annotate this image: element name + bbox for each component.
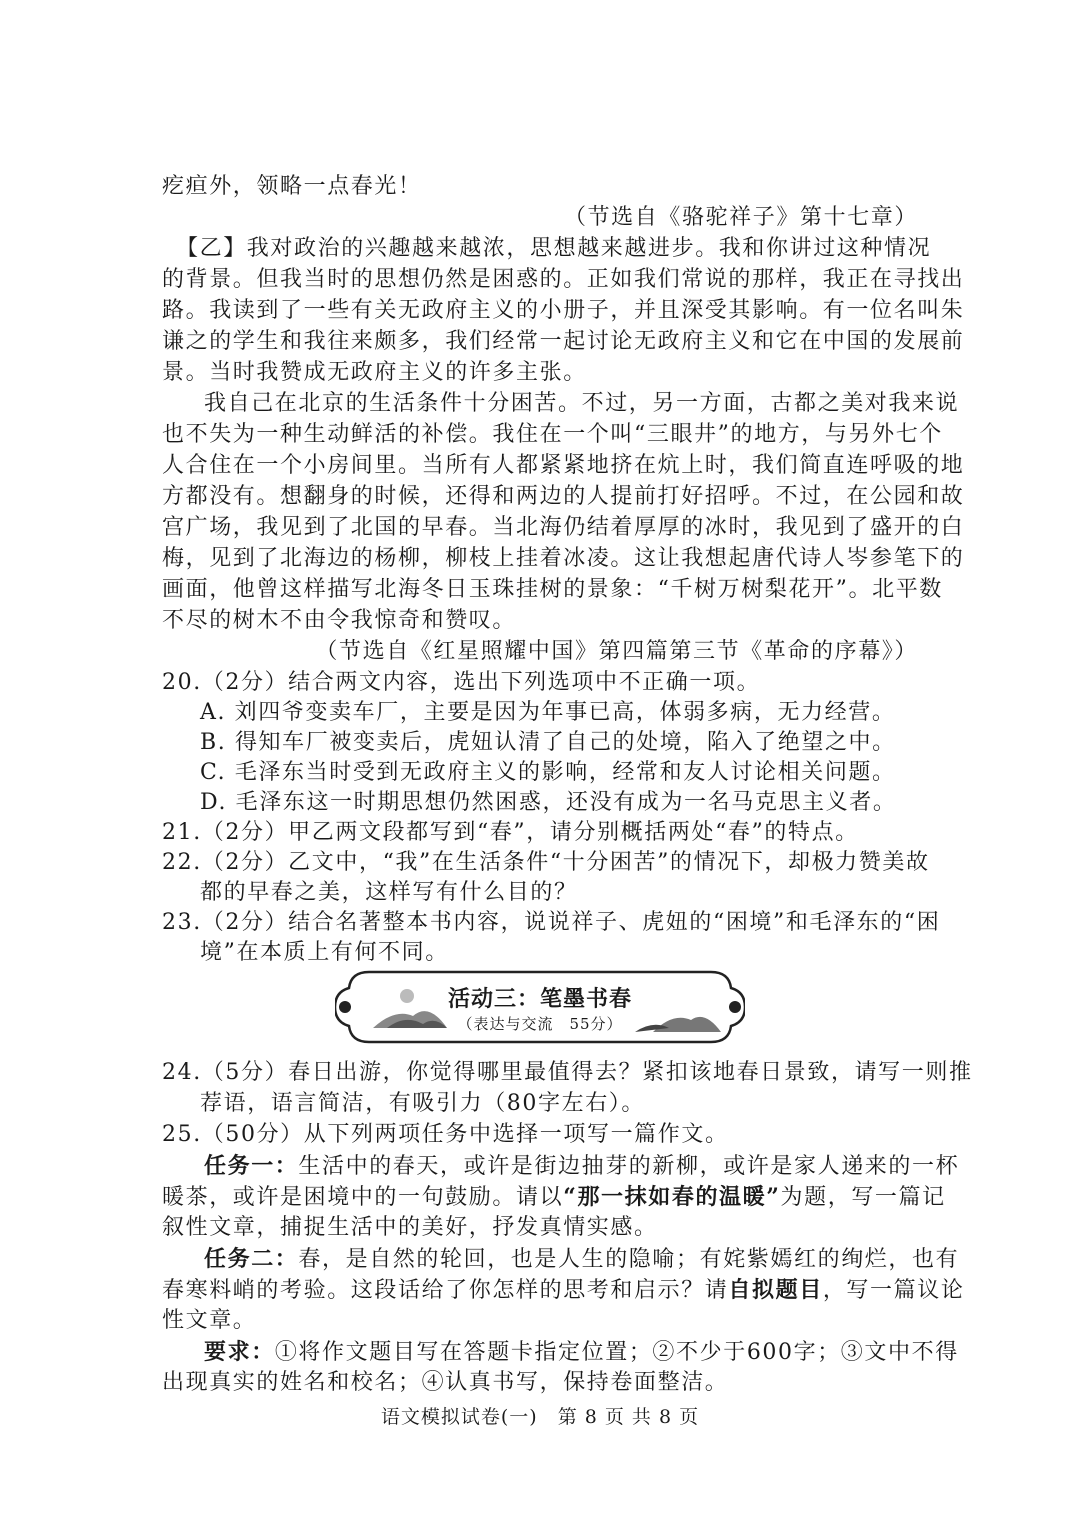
- activity-subtitle: （表达与交流 55分）: [457, 1015, 623, 1033]
- question-20-option-d: D. 毛泽东这一时期思想仍然困惑，还没有成为一名马克思主义者。: [200, 790, 897, 815]
- question-24-cont: 荐语，语言简洁，有吸引力（80字左右）。: [200, 1091, 645, 1116]
- passage-yi-line: 【乙】我对政治的兴趣越来越浓，思想越来越进步。我和你讲过这种情况: [176, 236, 932, 261]
- question-22-cont: 都的早春之美，这样写有什么目的？: [200, 880, 578, 905]
- task-2-label: 任务二：: [204, 1246, 299, 1272]
- question-20-option-c: C. 毛泽东当时受到无政府主义的影响，经常和友人讨论相关问题。: [200, 760, 896, 785]
- question-20-option-b: B. 得知车厂被变卖后，虎妞认清了自己的处境，陷入了绝望之中。: [200, 730, 896, 755]
- task-1-line: [204, 1151, 964, 1182]
- task-2-line: 性文章。: [162, 1308, 257, 1333]
- passage-yi-line: 方都没有。想翻身的时候，还得和两边的人提前打好招呼。不过，在公园和故: [162, 484, 965, 509]
- passage-jia-source: （节选自《骆驼祥子》第十七章）: [563, 205, 918, 230]
- passage-yi-line: 我自己在北京的生活条件十分困苦。不过，另一方面，古都之美对我来说: [204, 391, 960, 416]
- passage-jia-tail: 疙疸外，领略一点春光！: [162, 174, 422, 199]
- question-23: 23.（2分）结合名著整本书内容，说说祥子、虎妞的“困境”和毛泽东的“困: [162, 910, 941, 935]
- question-24: 24.（5分）春日出游，你觉得哪里最值得去？紧扣该地春日景致，请写一则推: [162, 1060, 973, 1085]
- task-2-emphasis: 自拟题目: [728, 1277, 823, 1303]
- task-1-line: 叙性文章，捕捉生活中的美好，抒发真情实感。: [162, 1215, 658, 1240]
- question-21: 21.（2分）甲乙两文段都写到“春”，请分别概括两处“春”的特点。: [162, 820, 859, 845]
- question-22: 22.（2分）乙文中，“我”在生活条件“十分困苦”的情况下，却极力赞美故: [162, 850, 930, 875]
- requirements-line: [204, 1337, 964, 1368]
- passage-yi-source: （节选自《红星照耀中国》第四篇第三节《革命的序幕》）: [315, 639, 918, 664]
- requirements-text: ①将作文题目写在答题卡指定位置；②不少于600字；③文中不得: [274, 1340, 959, 1365]
- task-1-label: 任务一：: [204, 1153, 299, 1179]
- passage-yi-line: 谦之的学生和我往来颇多，我们经常一起讨论无政府主义和它在中国的发展前: [162, 329, 965, 354]
- passage-yi-line: 的背景。但我当时的思想仍然是困惑的。正如我们常说的那样，我正在寻找出: [162, 267, 965, 292]
- passage-yi-line: 人合住在一个小房间里。当所有人都紧紧地挤在炕上时，我们简直连呼吸的地: [162, 453, 965, 478]
- question-25: 25.（50分）从下列两项任务中选择一项写一篇作文。: [162, 1122, 729, 1147]
- task-1-text: 为题，写一篇记: [780, 1185, 946, 1210]
- passage-yi-line: 也不失为一种生动鲜活的补偿。我住在一个叫“三眼井”的地方，与另外七个: [162, 422, 943, 447]
- task-1-text: 生活中的春天，或许是街边抽芽的新柳，或许是家人递来的一杯: [298, 1154, 960, 1179]
- task-2-text: ，写一篇议论: [822, 1278, 965, 1303]
- passage-yi-line: 不尽的树木不由令我惊奇和赞叹。: [162, 608, 517, 633]
- passage-yi-line: 画面，他曾这样描写北海冬日玉珠挂树的景象：“千树万树梨花开”。北平数: [162, 577, 943, 602]
- requirements-label: 要求：: [204, 1339, 275, 1365]
- task-2-text: 春，是自然的轮回，也是人生的隐喻；有姹紫嫣红的绚烂，也有: [298, 1247, 960, 1272]
- task-2-text: 春寒料峭的考验。这段话给了你怎样的思考和启示？请: [162, 1278, 729, 1303]
- task-1-text: 暖茶，或许是困境中的一句鼓励。请以: [162, 1185, 564, 1210]
- passage-yi-line: 路。我读到了一些有关无政府主义的小册子，并且深受其影响。有一位名叫朱: [162, 298, 965, 323]
- passage-yi-line: 宫广场，我见到了北国的早春。当北海仍结着厚厚的冰时，我见到了盛开的白: [162, 515, 965, 540]
- page-footer: 语文模拟试卷(一) 第 8 页 共 8 页: [380, 1406, 700, 1428]
- passage-yi-line: 梅，见到了北海边的杨柳，柳枝上挂着冰凌。这让我想起唐代诗人岑参笔下的: [162, 546, 965, 571]
- task-1-essay-title: “那一抹如春的温暖”: [563, 1184, 781, 1210]
- requirements-line: 出现真实的姓名和校名；④认真书写，保持卷面整洁。: [162, 1370, 729, 1395]
- task-2-line: [204, 1244, 964, 1275]
- activity-banner: [335, 968, 745, 1046]
- task-1-line: [162, 1182, 946, 1213]
- task-2-line: [162, 1275, 965, 1306]
- question-23-cont: 境”在本质上有何不同。: [200, 940, 449, 965]
- question-20-option-a: A. 刘四爷变卖车厂，主要是因为年事已高，体弱多病，无力经营。: [200, 700, 896, 725]
- passage-yi-line: 景。当时我赞成无政府主义的许多主张。: [162, 360, 587, 385]
- question-20: 20.（2分）结合两文内容，选出下列选项中不正确一项。: [162, 670, 761, 695]
- activity-title: 活动三：笔墨书春: [447, 986, 632, 1012]
